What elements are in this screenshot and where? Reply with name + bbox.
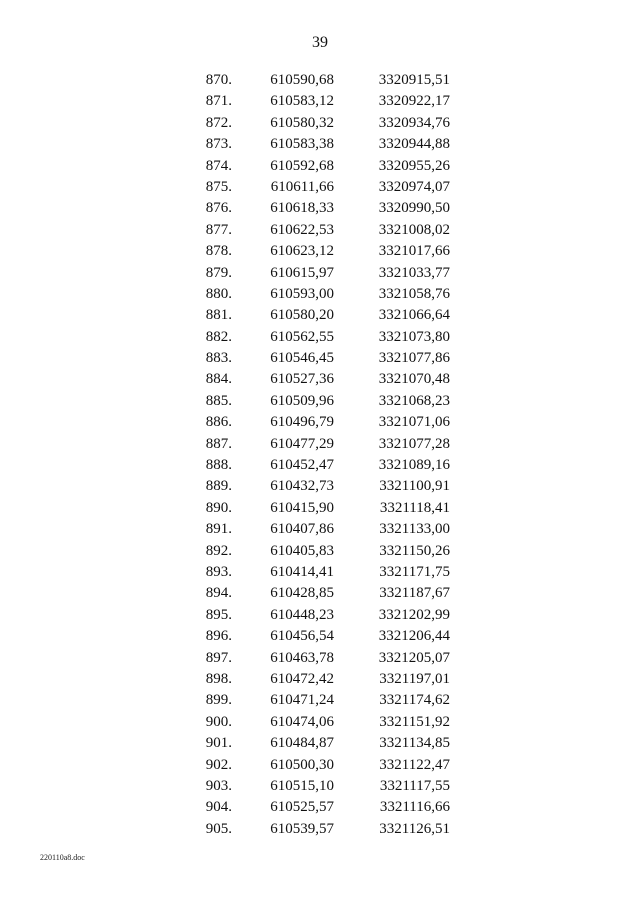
table-row [180, 284, 460, 305]
footer-filename: 220110a8.doc [40, 853, 85, 862]
point-number: 897. [205, 649, 232, 666]
table-row [180, 348, 460, 369]
point-number: 900. [205, 713, 232, 730]
point-number: 874. [205, 157, 232, 174]
point-number: 892. [205, 542, 232, 559]
y-coordinate: 3321116,66 [379, 799, 450, 816]
point-number: 873. [205, 136, 232, 153]
x-coordinate: 610484,87 [270, 735, 334, 752]
point-number: 876. [205, 200, 232, 217]
point-number: 888. [205, 457, 232, 474]
x-coordinate: 610592,68 [270, 157, 334, 174]
coordinates-table [180, 70, 460, 840]
point-number: 879. [205, 264, 232, 281]
y-coordinate: 3321122,47 [379, 756, 450, 773]
table-row [180, 327, 460, 348]
x-coordinate: 610456,54 [270, 628, 334, 645]
x-coordinate: 610405,83 [270, 542, 334, 559]
y-coordinate: 3321073,80 [378, 328, 450, 345]
table-row [180, 583, 460, 604]
point-number: 898. [205, 670, 232, 687]
page-number: 39 [312, 34, 328, 51]
table-row [180, 455, 460, 476]
x-coordinate: 610452,47 [270, 457, 334, 474]
x-coordinate: 610539,57 [270, 820, 334, 837]
y-coordinate: 3321089,16 [378, 457, 450, 474]
point-number: 887. [205, 435, 232, 452]
y-coordinate: 3321068,23 [378, 392, 450, 409]
y-coordinate: 3321150,26 [379, 542, 450, 559]
x-coordinate: 610525,57 [270, 799, 334, 816]
table-row [180, 605, 460, 626]
x-coordinate: 610415,90 [270, 499, 334, 516]
x-coordinate: 610472,42 [270, 670, 334, 687]
x-coordinate: 610580,20 [270, 307, 334, 324]
y-coordinate: 3321077,28 [378, 435, 450, 452]
y-coordinate: 3320955,26 [378, 157, 450, 174]
x-coordinate: 610527,36 [270, 371, 334, 388]
x-coordinate: 610432,73 [270, 478, 334, 495]
x-coordinate: 610448,23 [270, 606, 334, 623]
x-coordinate: 610477,29 [270, 435, 334, 452]
table-row [180, 776, 460, 797]
x-coordinate: 610590,68 [270, 72, 334, 88]
y-coordinate: 3321017,66 [378, 243, 450, 260]
table-row [180, 648, 460, 669]
point-number: 896. [205, 628, 232, 645]
table-row [180, 519, 460, 540]
x-coordinate: 610593,00 [270, 285, 334, 302]
x-coordinate: 610623,12 [270, 243, 334, 260]
y-coordinate: 3321058,76 [378, 285, 450, 302]
table-row [180, 755, 460, 776]
table-row [180, 113, 460, 134]
point-number: 890. [205, 499, 232, 516]
x-coordinate: 610562,55 [270, 328, 334, 345]
y-coordinate: 3321033,77 [378, 264, 450, 281]
x-coordinate: 610580,32 [270, 114, 334, 131]
x-coordinate: 610546,45 [270, 350, 334, 367]
y-coordinate: 3321117,55 [379, 777, 450, 794]
table-row [180, 391, 460, 412]
y-coordinate: 3321126,51 [379, 820, 450, 837]
point-number: 872. [205, 114, 232, 131]
x-coordinate: 610463,78 [270, 649, 334, 666]
point-number: 894. [205, 585, 232, 602]
point-number: 881. [205, 307, 232, 324]
table-row [180, 263, 460, 284]
table-row [180, 562, 460, 583]
table-row [180, 177, 460, 198]
x-coordinate: 610618,33 [270, 200, 334, 217]
point-number: 877. [205, 221, 232, 238]
x-coordinate: 610615,97 [270, 264, 334, 281]
y-coordinate: 3321174,62 [379, 692, 450, 709]
point-number: 895. [205, 606, 232, 623]
x-coordinate: 610407,86 [270, 521, 334, 538]
table-row [180, 797, 460, 818]
y-coordinate: 3321205,07 [378, 649, 450, 666]
x-coordinate: 610611,66 [270, 178, 334, 195]
table-row [180, 156, 460, 177]
table-row [180, 712, 460, 733]
x-coordinate: 610509,96 [270, 392, 334, 409]
y-coordinate: 3321202,99 [378, 606, 450, 623]
table-row [180, 369, 460, 390]
x-coordinate: 610583,38 [270, 136, 334, 153]
point-number: 899. [205, 692, 232, 709]
table-row [180, 305, 460, 326]
table-row [180, 626, 460, 647]
x-coordinate: 610414,41 [270, 563, 334, 580]
y-coordinate: 3321008,02 [378, 221, 450, 238]
y-coordinate: 3321070,48 [378, 371, 450, 388]
x-coordinate: 610471,24 [270, 692, 334, 709]
point-number: 880. [205, 285, 232, 302]
x-coordinate: 610496,79 [270, 414, 334, 431]
table-row [180, 498, 460, 519]
y-coordinate: 3321077,86 [378, 350, 450, 367]
point-number: 871. [205, 93, 232, 110]
table-row [180, 70, 460, 91]
point-number: 882. [205, 328, 232, 345]
y-coordinate: 3321071,06 [378, 414, 450, 431]
point-number: 886. [205, 414, 232, 431]
x-coordinate: 610474,06 [270, 713, 334, 730]
y-coordinate: 3321171,75 [379, 563, 450, 580]
x-coordinate: 610583,12 [270, 93, 334, 110]
table-row [180, 733, 460, 754]
y-coordinate: 3320934,76 [378, 114, 450, 131]
x-coordinate: 610500,30 [270, 756, 334, 773]
y-coordinate: 3321151,92 [379, 713, 450, 730]
y-coordinate: 3320944,88 [378, 136, 450, 153]
table-row [180, 198, 460, 219]
y-coordinate: 3321118,41 [379, 499, 450, 516]
table-row [180, 476, 460, 497]
point-number: 870. [205, 72, 232, 88]
table-row [180, 134, 460, 155]
point-number: 903. [205, 777, 232, 794]
point-number: 891. [205, 521, 232, 538]
point-number: 889. [205, 478, 232, 495]
point-number: 884. [205, 371, 232, 388]
table-row [180, 241, 460, 262]
point-number: 901. [205, 735, 232, 752]
point-number: 902. [205, 756, 232, 773]
table-row [180, 412, 460, 433]
x-coordinate: 610622,53 [270, 221, 334, 238]
point-number: 883. [205, 350, 232, 367]
y-coordinate: 3320990,50 [378, 200, 450, 217]
y-coordinate: 3320922,17 [378, 93, 450, 110]
y-coordinate: 3320974,07 [378, 178, 450, 195]
point-number: 875. [205, 178, 232, 195]
x-coordinate: 610515,10 [270, 777, 334, 794]
y-coordinate: 3321100,91 [379, 478, 450, 495]
point-number: 878. [205, 243, 232, 260]
y-coordinate: 3321187,67 [379, 585, 450, 602]
x-coordinate: 610428,85 [270, 585, 334, 602]
table-row [180, 91, 460, 112]
point-number: 904. [205, 799, 232, 816]
point-number: 905. [205, 820, 232, 837]
table-row [180, 541, 460, 562]
table-row [180, 669, 460, 690]
y-coordinate: 3320915,51 [378, 72, 450, 88]
point-number: 885. [205, 392, 232, 409]
y-coordinate: 3321197,01 [379, 670, 450, 687]
table-row [180, 434, 460, 455]
table-row [180, 690, 460, 711]
point-number: 893. [205, 563, 232, 580]
y-coordinate: 3321066,64 [378, 307, 450, 324]
y-coordinate: 3321134,85 [379, 735, 450, 752]
table-row [180, 819, 460, 840]
y-coordinate: 3321206,44 [378, 628, 450, 645]
table-row [180, 220, 460, 241]
y-coordinate: 3321133,00 [379, 521, 450, 538]
